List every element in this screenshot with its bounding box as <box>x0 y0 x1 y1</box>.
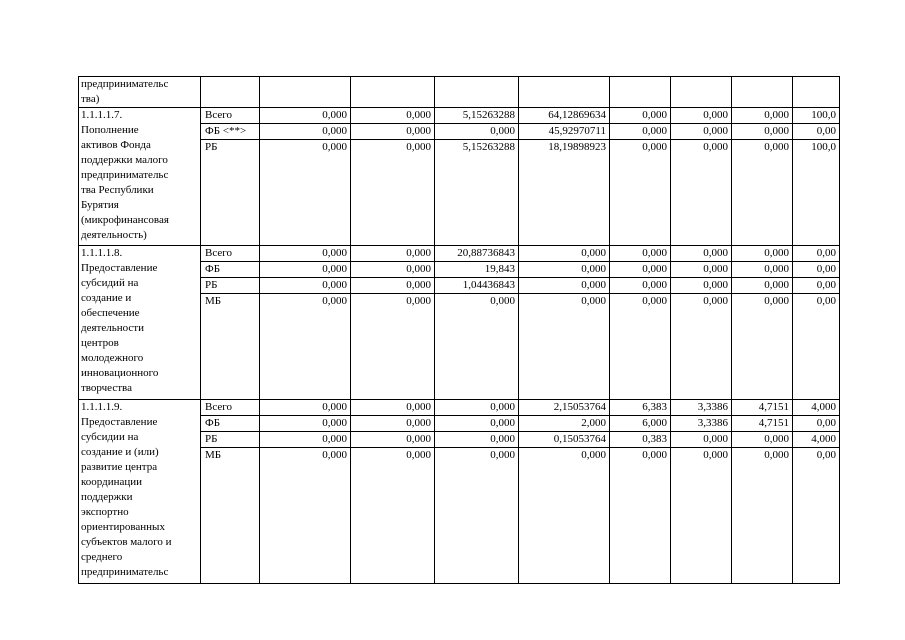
amount-cell: 0,000 <box>351 140 435 246</box>
measure-name-line: субсидий на <box>81 277 139 289</box>
amount-cell: 0,000 <box>435 448 519 584</box>
amount-cell: 0,000 <box>435 416 519 432</box>
amount-cell: 0,000 <box>610 124 671 140</box>
amount-cell: 0,000 <box>351 294 435 400</box>
amount-cell: 0,000 <box>435 400 519 416</box>
amount-cell: 0,000 <box>732 278 793 294</box>
amount-cell: 0,000 <box>732 448 793 584</box>
measure-name-line: экспортно <box>81 506 129 518</box>
amount-cell: 0,00 <box>793 278 840 294</box>
funding-source-cell: Всего <box>201 108 260 124</box>
empty-cell <box>351 77 435 108</box>
funding-source-cell: РБ <box>201 140 260 246</box>
amount-cell: 20,88736843 <box>435 246 519 262</box>
amount-cell: 0,000 <box>260 262 351 278</box>
amount-cell: 0,000 <box>260 140 351 246</box>
measure-name-line: Предоставление <box>81 262 158 274</box>
amount-cell: 0,00 <box>793 262 840 278</box>
amount-cell: 0,000 <box>610 278 671 294</box>
amount-cell: 0,000 <box>671 140 732 246</box>
amount-cell: 2,15053764 <box>519 400 610 416</box>
amount-cell: 0,000 <box>671 278 732 294</box>
measure-name-line: обеспечение <box>81 307 140 319</box>
amount-cell: 0,000 <box>351 416 435 432</box>
amount-cell: 0,000 <box>610 262 671 278</box>
amount-cell: 0,00 <box>793 416 840 432</box>
amount-cell: 0,000 <box>732 246 793 262</box>
amount-cell: 0,000 <box>260 448 351 584</box>
empty-cell <box>610 77 671 108</box>
amount-cell: 0,000 <box>732 108 793 124</box>
table-row <box>79 246 840 262</box>
empty-cell <box>793 77 840 108</box>
measure-name-line: 1.1.1.1.9. <box>81 401 123 413</box>
amount-cell: 0,000 <box>671 108 732 124</box>
funding-source-cell: МБ <box>201 294 260 400</box>
measure-name-line: инновационного <box>81 367 159 379</box>
amount-cell: 0,000 <box>610 294 671 400</box>
amount-cell: 4,000 <box>793 400 840 416</box>
amount-cell: 6,000 <box>610 416 671 432</box>
amount-cell: 0,383 <box>610 432 671 448</box>
amount-cell: 1,04436843 <box>435 278 519 294</box>
measure-name-line: творчества <box>81 382 132 394</box>
measure-name-cell <box>79 246 201 400</box>
table-row <box>79 108 840 124</box>
empty-cell <box>435 77 519 108</box>
funding-source-cell: ФБ <box>201 262 260 278</box>
measure-name-line: Предоставление <box>81 416 158 428</box>
amount-cell: 0,000 <box>435 124 519 140</box>
amount-cell: 0,000 <box>351 108 435 124</box>
table-row <box>79 400 840 416</box>
amount-cell: 4,7151 <box>732 416 793 432</box>
measure-name-line: Пополнение <box>81 124 139 136</box>
measure-name-line: тва Республики <box>81 184 154 196</box>
amount-cell: 0,000 <box>351 400 435 416</box>
amount-cell: 5,15263288 <box>435 108 519 124</box>
funding-source-cell: МБ <box>201 448 260 584</box>
amount-cell: 0,00 <box>793 246 840 262</box>
amount-cell: 3,3386 <box>671 400 732 416</box>
amount-cell: 0,000 <box>351 246 435 262</box>
empty-cell <box>671 77 732 108</box>
amount-cell: 0,000 <box>260 124 351 140</box>
amount-cell: 0,000 <box>610 140 671 246</box>
amount-cell: 0,000 <box>610 108 671 124</box>
amount-cell: 0,000 <box>610 246 671 262</box>
amount-cell: 0,000 <box>671 124 732 140</box>
amount-cell: 0,000 <box>519 294 610 400</box>
amount-cell: 0,000 <box>732 140 793 246</box>
amount-cell: 5,15263288 <box>435 140 519 246</box>
measure-name-line: предпринимательс <box>81 566 169 578</box>
amount-cell: 0,000 <box>732 432 793 448</box>
table-row <box>79 77 840 108</box>
measure-name-line: субсидии на <box>81 431 139 443</box>
measure-name-line: координации <box>81 476 143 488</box>
amount-cell: 45,92970711 <box>519 124 610 140</box>
amount-cell: 0,000 <box>519 246 610 262</box>
amount-cell: 0,15053764 <box>519 432 610 448</box>
amount-cell: 4,7151 <box>732 400 793 416</box>
measure-name-line: тва) <box>81 93 100 105</box>
amount-cell: 0,000 <box>260 432 351 448</box>
amount-cell: 0,000 <box>519 448 610 584</box>
budget-table <box>78 76 840 584</box>
measure-name-line: 1.1.1.1.7. <box>81 109 123 121</box>
amount-cell: 100,0 <box>793 108 840 124</box>
empty-cell <box>201 77 260 108</box>
table-body <box>79 77 840 584</box>
measure-name-line: поддержки <box>81 491 133 503</box>
funding-source-cell: ФБ <**> <box>201 124 260 140</box>
measure-name-line: предпринимательс <box>81 78 169 90</box>
amount-cell: 0,000 <box>671 432 732 448</box>
funding-source-cell: Всего <box>201 246 260 262</box>
measure-name-cell <box>79 108 201 246</box>
amount-cell: 0,000 <box>671 262 732 278</box>
amount-cell: 0,000 <box>260 278 351 294</box>
funding-source-cell: Всего <box>201 400 260 416</box>
amount-cell: 0,000 <box>351 262 435 278</box>
amount-cell: 0,000 <box>351 124 435 140</box>
amount-cell: 0,000 <box>732 262 793 278</box>
measure-name-line: деятельность) <box>81 229 147 241</box>
amount-cell: 0,00 <box>793 124 840 140</box>
amount-cell: 4,000 <box>793 432 840 448</box>
amount-cell: 18,19898923 <box>519 140 610 246</box>
measure-name-line: Бурятия <box>81 199 119 211</box>
measure-name-line: среднего <box>81 551 123 563</box>
amount-cell: 0,000 <box>519 262 610 278</box>
amount-cell: 0,000 <box>260 294 351 400</box>
measure-name-line: деятельности <box>81 322 144 334</box>
measure-name-line: субъектов малого и <box>81 536 172 548</box>
amount-cell: 0,000 <box>732 294 793 400</box>
empty-cell <box>732 77 793 108</box>
measure-name-line: 1.1.1.1.8. <box>81 247 123 259</box>
measure-name-cell <box>79 400 201 584</box>
amount-cell: 0,000 <box>435 432 519 448</box>
amount-cell: 0,000 <box>260 400 351 416</box>
amount-cell: 0,000 <box>260 246 351 262</box>
amount-cell: 0,00 <box>793 448 840 584</box>
amount-cell: 100,0 <box>793 140 840 246</box>
measure-name-line: развитие центра <box>81 461 158 473</box>
amount-cell: 0,000 <box>610 448 671 584</box>
funding-source-cell: РБ <box>201 432 260 448</box>
amount-cell: 0,000 <box>351 432 435 448</box>
measure-name-line: (микрофинансовая <box>81 214 169 226</box>
amount-cell: 0,000 <box>519 278 610 294</box>
amount-cell: 0,000 <box>351 448 435 584</box>
measure-name-line: ориентированных <box>81 521 165 533</box>
empty-cell <box>260 77 351 108</box>
measure-name-line: создание и <box>81 292 132 304</box>
amount-cell: 0,000 <box>671 294 732 400</box>
measure-name-line: создание и (или) <box>81 446 159 458</box>
amount-cell: 0,000 <box>671 448 732 584</box>
amount-cell: 0,000 <box>732 124 793 140</box>
amount-cell: 0,000 <box>671 246 732 262</box>
measure-name-line: активов Фонда <box>81 139 151 151</box>
empty-cell <box>519 77 610 108</box>
measure-name-line: поддержки малого <box>81 154 168 166</box>
measure-name-line: предпринимательс <box>81 169 169 181</box>
amount-cell: 0,000 <box>351 278 435 294</box>
amount-cell: 0,000 <box>435 294 519 400</box>
amount-cell: 0,000 <box>260 108 351 124</box>
measure-name-line: центров <box>81 337 119 349</box>
amount-cell: 3,3386 <box>671 416 732 432</box>
amount-cell: 2,000 <box>519 416 610 432</box>
amount-cell: 64,12869634 <box>519 108 610 124</box>
amount-cell: 0,000 <box>260 416 351 432</box>
measure-name-cell <box>79 77 201 108</box>
amount-cell: 0,00 <box>793 294 840 400</box>
funding-source-cell: ФБ <box>201 416 260 432</box>
amount-cell: 6,383 <box>610 400 671 416</box>
funding-source-cell: РБ <box>201 278 260 294</box>
measure-name-line: молодежного <box>81 352 144 364</box>
amount-cell: 19,843 <box>435 262 519 278</box>
